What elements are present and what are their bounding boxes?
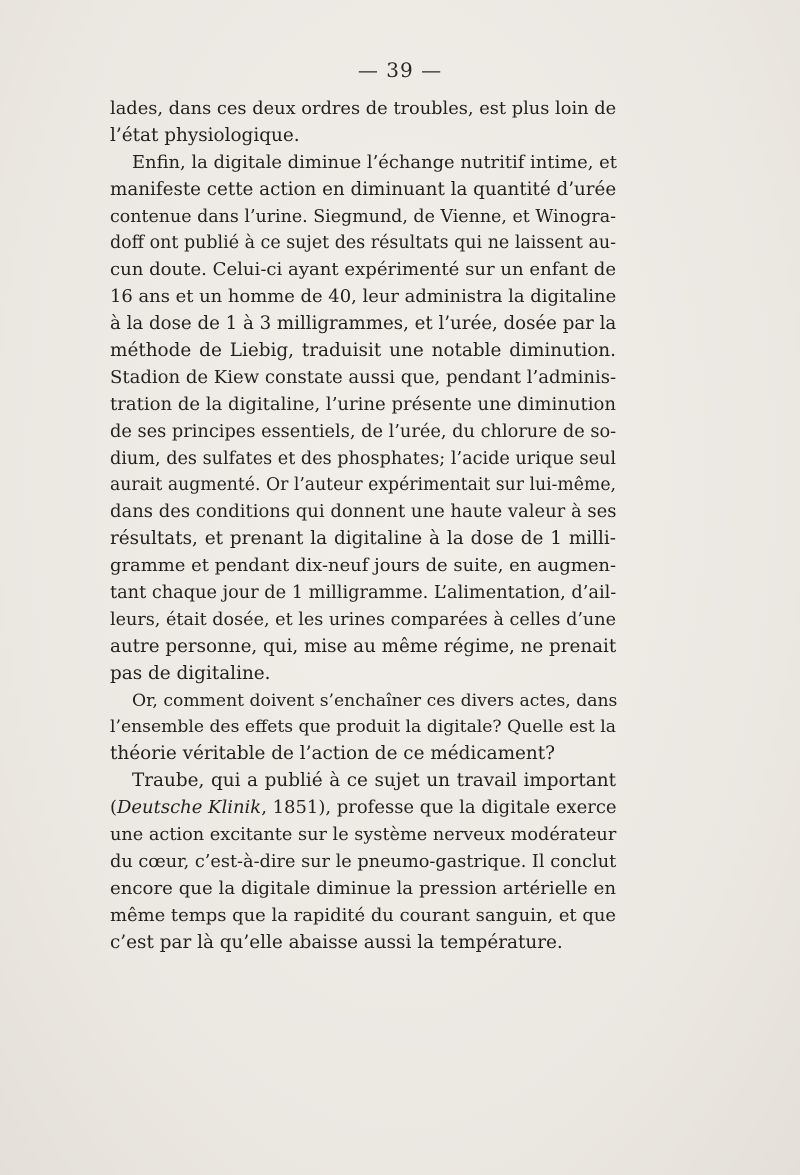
text-line: gramme et pendant dix-neuf jours de suite, en augmen-	[110, 555, 616, 577]
text-line: méthode de Liebig, traduisit une notable diminution.	[110, 340, 616, 362]
text-line: dium, des sulfates et des phosphates; l’acide urique seul	[110, 448, 616, 469]
text-run: du cœur, c’est-à-dire sur le pneumo-gastrique. Il conclut	[110, 851, 617, 872]
text-line: autre personne, qui, mise au même régime, ne prenait	[110, 635, 617, 657]
journal-title: Deutsche Klinik	[117, 797, 262, 819]
text-line	[110, 822, 616, 849]
text-line: manifeste cette action en diminuant la quantité d’urée	[110, 178, 617, 200]
paragraph-4	[110, 768, 616, 956]
text-line	[110, 930, 616, 957]
text-run: une action excitante sur le système nerveux modérateur	[110, 825, 617, 846]
text-line: pas de digitaline.	[110, 662, 271, 684]
text-line: Or, comment doivent s’enchaîner ces divers actes, dans	[132, 690, 618, 711]
text-line: tration de la digitaline, l’urine présente une diminution	[110, 393, 616, 415]
text-line	[110, 795, 616, 822]
text-line: théorie véritable de l’action de ce médicament?	[110, 743, 555, 765]
text-line	[110, 768, 616, 795]
text-run: encore que la digitale diminue la pression artérielle en	[110, 877, 616, 899]
paragraph-2	[110, 150, 616, 688]
paragraph-1	[110, 96, 616, 150]
text-line: aurait augmenté. Or l’auteur expérimentait sur lui-même,	[110, 475, 616, 496]
text-line: l’état physiologique.	[110, 124, 300, 146]
text-line: lades, dans ces deux ordres de troubles, est plus loin de	[110, 98, 617, 119]
text-line: contenue dans l’urine. Siegmund, de Vienne, et Winogra-	[110, 206, 616, 227]
text-line: de ses principes essentiels, de l’urée, du chlorure de so-	[110, 421, 617, 442]
text-line: tant chaque jour de 1 milligramme. L’alimentation, d’ail-	[110, 583, 617, 604]
text-line	[110, 876, 616, 903]
text-line: Enfin, la digitale diminue l’échange nutritif intime, et	[132, 151, 617, 173]
text-line: leurs, était dosée, et les urines comparées à celles d’une	[110, 609, 616, 630]
text-run: (	[110, 797, 118, 819]
text-run: c’est par là qu’elle abaisse aussi la température.	[110, 931, 563, 953]
body-text	[110, 96, 616, 957]
text-line: 16 ans et un homme de 40, leur administra la digitaline	[110, 286, 617, 308]
text-line: l’ensemble des effets que produit la digitale? Quelle est la	[110, 717, 616, 738]
text-run: , 1851), professe que la digitale exerce	[261, 797, 617, 819]
text-line: résultats, et prenant la digitaline à la dose de 1 milli-	[110, 528, 616, 550]
text-line	[110, 903, 616, 930]
text-run: même temps que la rapidité du courant sanguin, et que	[110, 904, 616, 926]
text-line: doff ont publié à ce sujet des résultats qui ne laissent au-	[110, 233, 616, 254]
page-number: — 39 —	[357, 58, 443, 82]
text-line: dans des conditions qui donnent une haute valeur à ses	[110, 501, 617, 523]
text-line: à la dose de 1 à 3 milligrammes, et l’urée, dosée par la	[110, 313, 617, 335]
text-line: cun doute. Celui-ci ayant expérimenté sur un enfant de	[110, 259, 617, 281]
text-run: Traube, qui a publié à ce sujet un travail important	[132, 770, 616, 792]
text-line: Stadion de Kiew constate aussi que, pendant l’adminis-	[110, 366, 617, 388]
text-line	[110, 849, 616, 876]
paragraph-3	[110, 688, 616, 769]
